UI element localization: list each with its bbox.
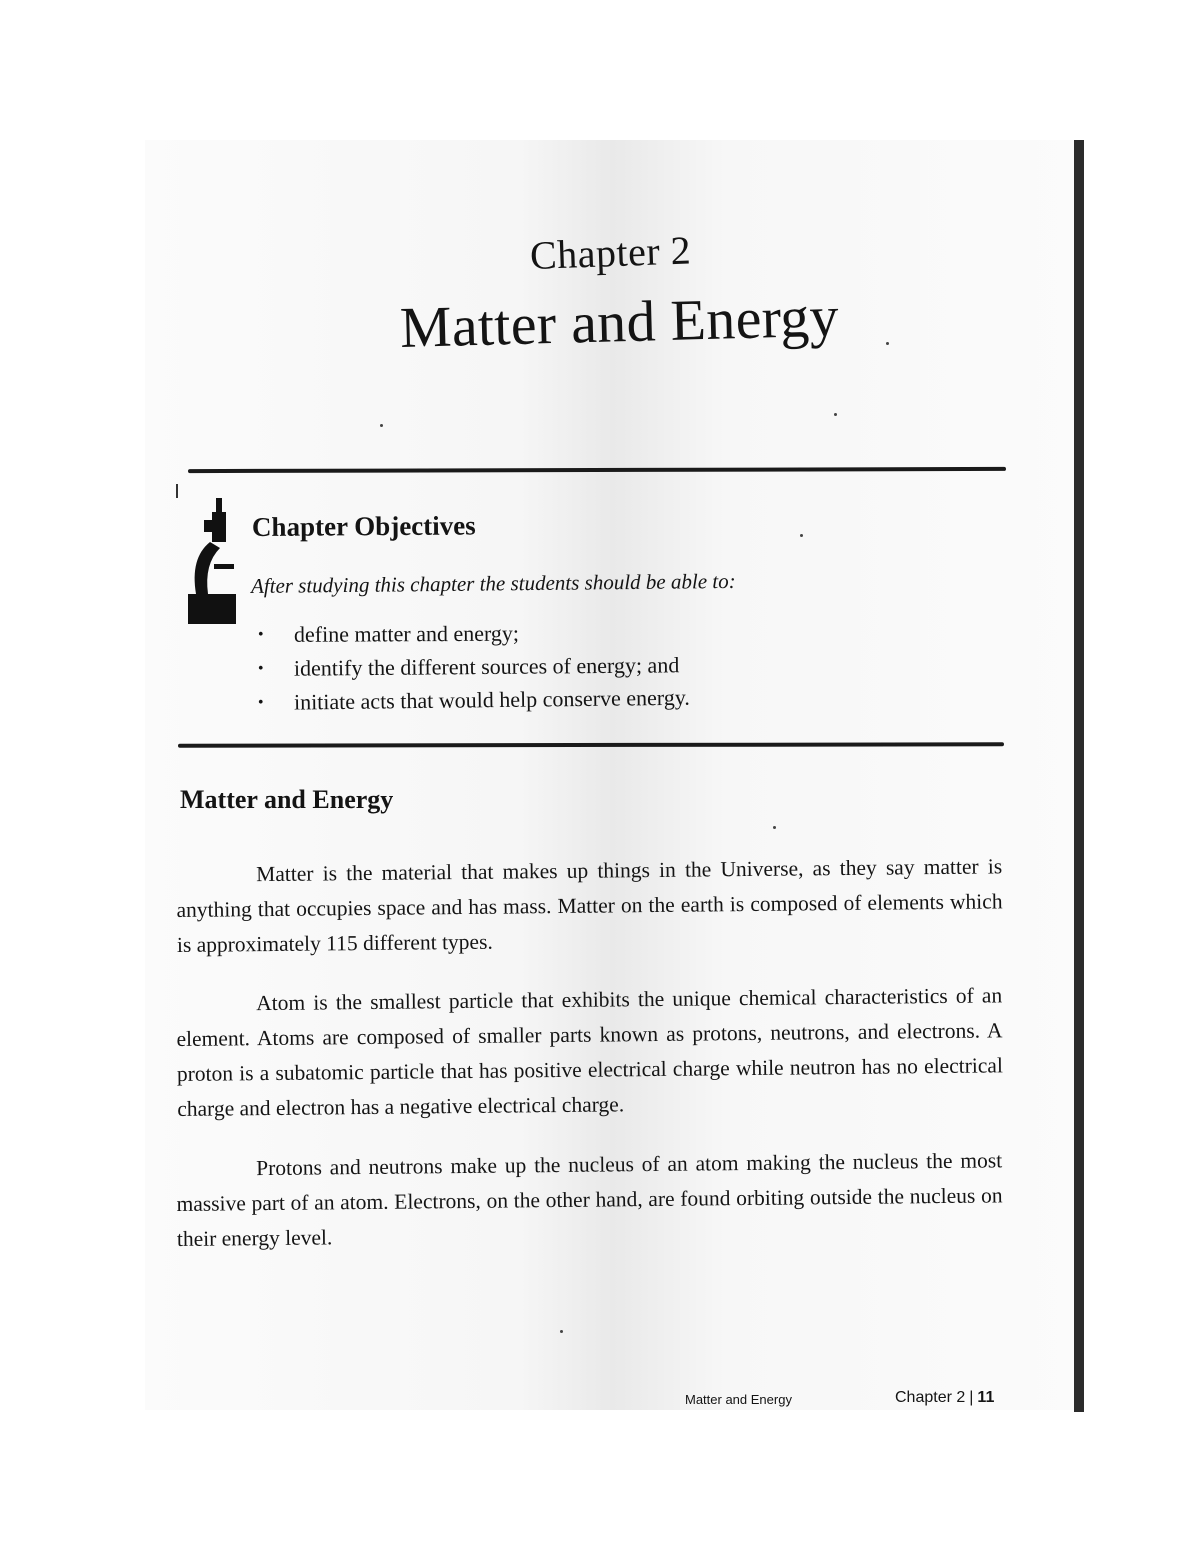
section-heading: Matter and Energy	[180, 785, 394, 814]
objective-text: initiate acts that would help conserve energy.	[293, 684, 690, 715]
list-item	[258, 616, 690, 652]
page-number: 11	[977, 1389, 995, 1406]
scan-speck	[886, 342, 889, 345]
footer-separator: |	[969, 1389, 974, 1406]
book-spine-edge	[1074, 140, 1084, 1412]
objective-text: identify the different sources of energy; and	[293, 652, 680, 681]
chapter-title: Matter and Energy	[399, 283, 840, 360]
paragraph-atom: Atom is the smallest particle that exhibits the unique chemical characteristics of an element. Atoms are composed of smaller parts known as protons, neutrons, and electrons. A proton is a subatomic particle that has positive electrical charge while neutron has no electrical charge and electron has a negative electrical charge.	[176, 983, 1003, 1121]
chapter-label: Chapter 2	[529, 227, 692, 278]
paragraph-nucleus: Protons and neutrons make up the nucleus of an atom making the nucleus the most massive part of an atom. Electrons, on the other hand, are found orbiting outside the nucleus on their energy level.	[176, 1148, 1003, 1251]
bullet-icon: •	[257, 625, 264, 643]
objective-text: define matter and energy;	[293, 620, 520, 647]
margin-mark	[176, 484, 178, 498]
scan-speck	[834, 413, 837, 416]
scan-speck	[560, 1330, 563, 1333]
scan-speck	[773, 826, 776, 829]
list-item	[258, 648, 690, 686]
microscope-icon	[186, 498, 238, 624]
list-item	[258, 681, 690, 720]
footer-page-info	[895, 1389, 994, 1407]
scan-speck	[380, 424, 383, 427]
objectives-intro: After studying this chapter the students should be able to:	[250, 568, 736, 598]
paragraph-matter: Matter is the material that makes up things in the Universe, as they say matter is anything that occupies space and has mass. Matter on the earth is composed of elements which is approximately 115 different types.	[176, 854, 1003, 957]
scan-speck	[800, 534, 803, 537]
objectives-heading: Chapter Objectives	[251, 510, 476, 542]
bullet-icon: •	[257, 693, 264, 711]
bullet-icon: •	[257, 659, 264, 677]
footer-title: Matter and Energy	[685, 1392, 792, 1407]
objectives-list	[258, 618, 690, 720]
footer-chapter-label: Chapter 2	[895, 1389, 966, 1406]
